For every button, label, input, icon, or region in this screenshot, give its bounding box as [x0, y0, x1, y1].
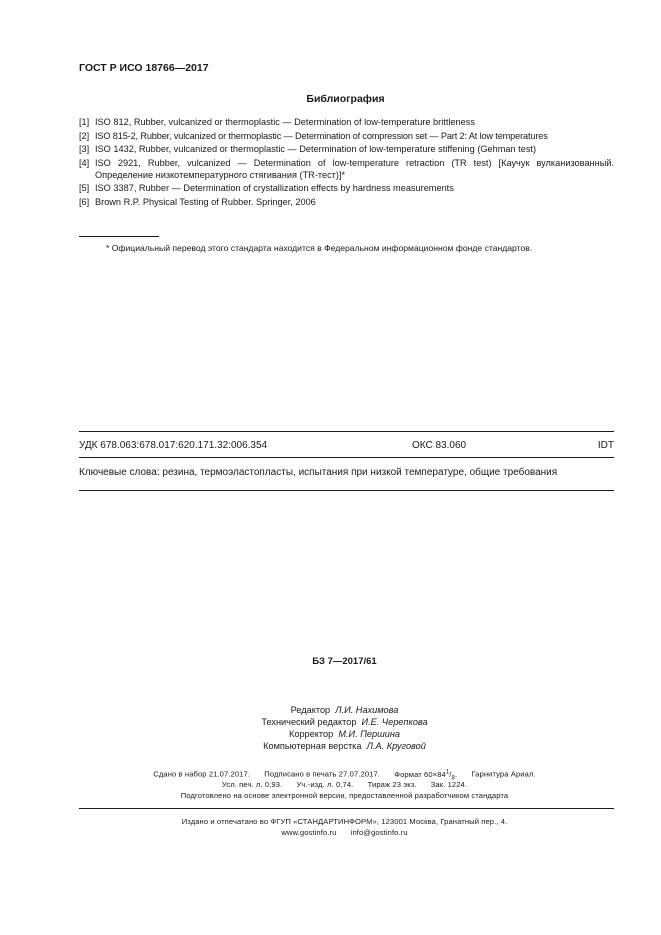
bibliography-item-text: ISO 3387, Rubber — Determination of crystallization effects by hardness measurements	[95, 183, 454, 193]
bibliography-item-number: [4]	[79, 157, 90, 168]
bibliography-title: Библиография	[306, 93, 385, 105]
bibliography-item-text: ISO 1432, Rubber, vulcanized or thermoplastic — Determination of low-temperature stiffening (Gehman test)	[95, 144, 537, 154]
bibliography-item	[79, 196, 614, 208]
staff-name: М.И. Першина	[338, 729, 401, 739]
udk-code: УДК 678.063:678.017:620.171.32:006.354	[79, 440, 268, 451]
staff-editor	[0, 705, 661, 715]
bibliography-item	[79, 157, 614, 181]
staff-tech-editor	[0, 717, 661, 727]
bibliography-item-text: ISO 812, Rubber, vulcanized or thermoplastic — Determination of low-temperature brittleness	[95, 117, 475, 127]
divider-middle	[79, 457, 614, 458]
imprint-line-2	[0, 780, 661, 789]
oks-code: ОКС 83.060	[412, 440, 467, 451]
bibliography-list	[79, 116, 614, 209]
imprint-line-3: Подготовлено на основе электронной версии, предоставленной разработчиком стандарта	[180, 791, 509, 800]
publisher-contacts	[0, 828, 661, 837]
divider-bottom	[79, 490, 614, 491]
imprint-circulation: Тираж 23 экз.	[367, 780, 417, 789]
staff-role: Редактор	[290, 705, 331, 715]
staff-corrector	[0, 729, 661, 739]
imprint-format-text: Формат 60×84	[394, 769, 446, 779]
imprint-order: Зак. 1224.	[430, 780, 468, 789]
imprint-pub-sheets: Уч.-изд. л. 0,74.	[296, 780, 354, 789]
imprint-format-end: .	[454, 769, 458, 779]
bibliography-item-number: [5]	[79, 183, 90, 193]
imprint-print-sheets: Усл. печ. л. 0,93.	[221, 780, 283, 789]
publisher-email[interactable]: info@gostinfo.ru	[350, 828, 408, 837]
idt-mark: IDT	[597, 440, 614, 451]
bibliography-item-number: [6]	[79, 196, 90, 207]
staff-role: Корректор	[288, 729, 334, 739]
staff-name: Л.И. Нахимова	[335, 705, 399, 715]
staff-name: Л.А. Круговой	[366, 741, 426, 751]
imprint-format-sub: 8	[451, 775, 455, 782]
footnote-separator	[79, 236, 159, 237]
standard-code: ГОСТ Р ИСО 18766—2017	[79, 62, 209, 74]
keywords: Ключевые слова: резина, термоэластопласты, испытания при низкой температуре, общие требования	[79, 467, 558, 478]
bibliography-item	[79, 116, 614, 128]
imprint-format: Формат $60\times 84^1/_8$.	[394, 769, 458, 782]
bibliography-item-text: Brown R.P. Physical Testing of Rubber. Springer, 2006	[95, 196, 316, 207]
bibliography-item	[79, 130, 614, 142]
staff-name: И.Е. Черепкова	[361, 717, 428, 727]
staff-role: Компьютерная верстка	[263, 741, 362, 751]
divider-top	[79, 431, 614, 432]
footnote: * Официальный перевод этого стандарта находится в Федеральном информационном фонде стандартов.	[106, 243, 533, 253]
classification-row	[79, 440, 614, 451]
bibliography-item-number: [3]	[79, 144, 90, 154]
staff-layout	[0, 741, 661, 751]
publisher-info: Издано и отпечатано во ФГУП «СТАНДАРТИНФОРМ», 123001 Москва, Гранатный пер., 4.	[181, 817, 508, 826]
bibliography-item-number: [1]	[79, 117, 90, 127]
bibliography-item	[79, 143, 614, 155]
divider-imprint	[79, 808, 614, 809]
staff-role: Технический редактор	[261, 717, 357, 727]
imprint-print-date: Подписано в печать 27.07.2017.	[264, 769, 381, 779]
bibliography-item-text: ISO 815-2, Rubber, vulcanized or thermoplastic — Determination of compression set — Part 2: At low temperatures	[95, 130, 548, 141]
imprint-set-date: Сдано в набор 21.07.2017.	[153, 769, 251, 779]
bibliography-item-text: ISO 2921, Rubber, vulcanized — Determination of low-temperature retraction (TR test) [Каучук вулканизованный. Определение низкотемпературного стягивания (TR-тест)]*	[95, 157, 614, 180]
imprint-format-sup: 1	[445, 769, 450, 775]
bibliography-item-number: [2]	[79, 130, 90, 141]
publisher-website[interactable]: www.gostinfo.ru	[281, 828, 337, 837]
bibliography-item	[79, 182, 614, 194]
bz-number: БЗ 7—2017/61	[312, 656, 377, 667]
imprint-font: Гарнитура Ариал.	[471, 769, 536, 779]
